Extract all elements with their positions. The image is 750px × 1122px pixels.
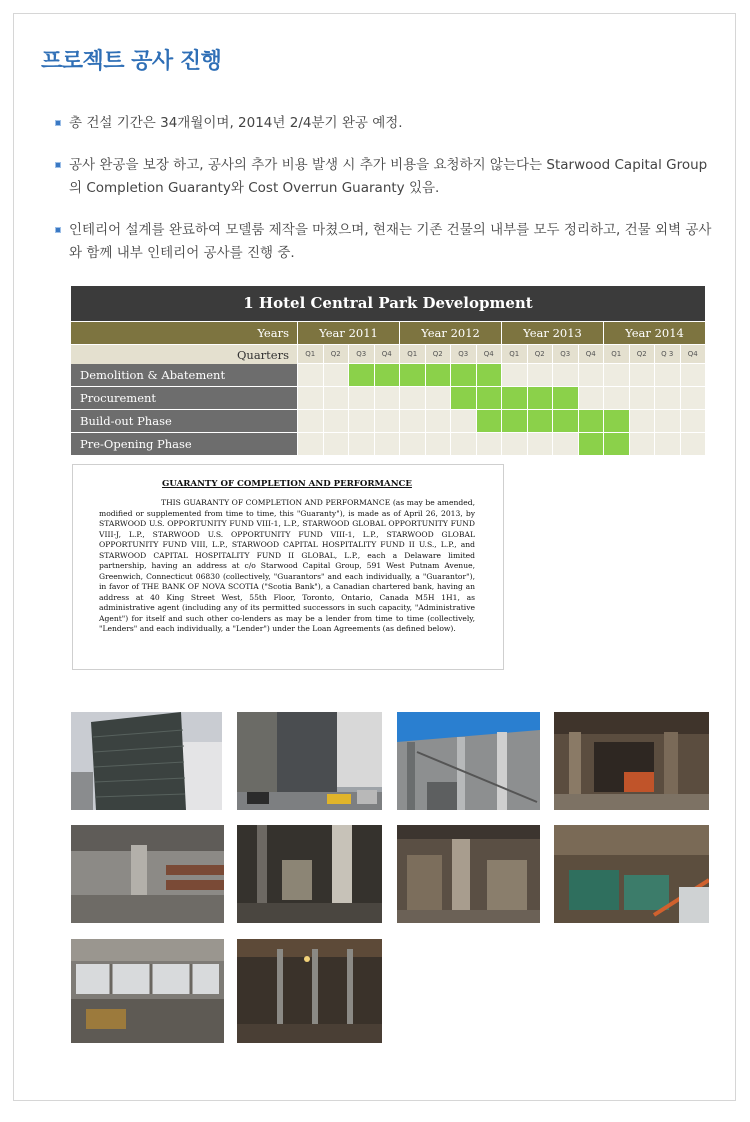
gantt-quarters-row	[71, 344, 705, 363]
open-floor-windows-photo	[71, 939, 224, 1043]
year-header: Year 2011	[297, 322, 399, 344]
gantt-empty-cell	[323, 364, 349, 386]
quarter-header: Q4	[374, 345, 400, 363]
gantt-title: 1 Hotel Central Park Development	[71, 286, 705, 321]
quarter-header: Q3	[348, 345, 374, 363]
bullet-list	[55, 112, 715, 284]
gantt-empty-cell	[654, 387, 680, 409]
quarter-header: Q3	[450, 345, 476, 363]
gantt-empty-cell	[552, 433, 578, 455]
dark-interior-columns-photo	[237, 825, 382, 923]
quarters-label: Quarters	[71, 345, 297, 364]
gantt-active-cell	[501, 387, 527, 409]
gantt-years-row	[71, 321, 705, 344]
gantt-active-cell	[450, 387, 476, 409]
quarter-header: Q2	[629, 345, 655, 363]
bullet-item: 인테리어 설계를 완료하여 모델룸 제작을 마쳤으며, 현재는 기존 건물의 내부를 모두 정리하고, 건물 외벽 공사와 함께 내부 인테리어 공사를 진행 중.	[55, 219, 715, 265]
gantt-active-cell	[476, 387, 502, 409]
guaranty-document-excerpt	[72, 464, 504, 670]
gantt-empty-cell	[603, 387, 629, 409]
gantt-task-row	[71, 432, 705, 455]
gantt-empty-cell	[654, 364, 680, 386]
street-view-construction-photo	[237, 712, 382, 810]
gantt-empty-cell	[501, 364, 527, 386]
task-label: Procurement	[71, 387, 297, 409]
square-bullet-icon	[55, 227, 61, 233]
gantt-empty-cell	[399, 410, 425, 432]
gantt-empty-cell	[323, 410, 349, 432]
gantt-task-row	[71, 363, 705, 386]
gantt-empty-cell	[374, 387, 400, 409]
gantt-empty-cell	[297, 410, 323, 432]
task-label: Demolition & Abatement	[71, 364, 297, 386]
gantt-active-cell	[603, 433, 629, 455]
gantt-active-cell	[552, 387, 578, 409]
gantt-active-cell	[374, 364, 400, 386]
gantt-active-cell	[476, 410, 502, 432]
gantt-active-cell	[552, 410, 578, 432]
gantt-empty-cell	[297, 433, 323, 455]
gantt-active-cell	[527, 387, 553, 409]
gantt-empty-cell	[297, 364, 323, 386]
year-header: Year 2013	[501, 322, 603, 344]
quarter-header: Q2	[527, 345, 553, 363]
task-label: Build-out Phase	[71, 410, 297, 432]
materials-storage-photo	[554, 825, 709, 923]
gantt-empty-cell	[399, 433, 425, 455]
corridor-construction-photo	[397, 825, 540, 923]
year-header: Year 2012	[399, 322, 501, 344]
gantt-empty-cell	[374, 433, 400, 455]
gantt-empty-cell	[552, 364, 578, 386]
gantt-empty-cell	[527, 433, 553, 455]
bullet-item: 공사 완공을 보장 하고, 공사의 추가 비용 발생 시 추가 비용을 요청하지 않는다는 Starwood Capital Group의 Completion Guaranty와 Cost Overrun Guaranty 있음.	[55, 154, 715, 200]
gantt-empty-cell	[374, 410, 400, 432]
gantt-empty-cell	[501, 433, 527, 455]
gantt-empty-cell	[425, 410, 451, 432]
gantt-empty-cell	[680, 410, 706, 432]
gantt-active-cell	[578, 433, 604, 455]
page-title: 프로젝트 공사 진행	[41, 49, 222, 74]
steel-beams-photo	[71, 825, 224, 923]
gantt-empty-cell	[399, 387, 425, 409]
building-exterior-scaffolding-photo	[71, 712, 222, 810]
interior-blue-scaffold-photo	[397, 712, 540, 810]
gantt-active-cell	[425, 364, 451, 386]
gantt-empty-cell	[476, 433, 502, 455]
gantt-empty-cell	[680, 364, 706, 386]
quarter-header: Q1	[501, 345, 527, 363]
gantt-empty-cell	[450, 433, 476, 455]
gantt-active-cell	[450, 364, 476, 386]
gantt-active-cell	[527, 410, 553, 432]
gantt-task-row	[71, 409, 705, 432]
gantt-empty-cell	[629, 364, 655, 386]
gantt-empty-cell	[425, 387, 451, 409]
document-body: THIS GUARANTY OF COMPLETION AND PERFORMANCE (as may be amended, modified or supplemented from time to time, this "Guaranty"), is made as of April 26, 2013, by STARWOOD U.S. OPPORTUNITY FUND VIII-1, L.P., STARWOOD GLOBAL OPPORTUNITY FUND VIII-J, L.P., STARWOOD U.S. OPPORTUNITY FUND VIII-1, L.P., STARWOOD GLOBAL OPPORTUNITY FUND VIII, L.P., STARWOOD CAPITAL HOSPITALITY FUND II U.S., L.P., and STARWOOD CAPITAL HOSPITALITY FUND II GLOBAL, L.P., each a Delaware limited partnership, having an address at c/o Starwood Capital Group, 591 West Putnam Avenue, Greenwich, Connecticut 06830 (collectively, "Guarantors" and each individually, a "Guarantor"), in favor of THE BANK OF NOVA SCOTIA ("Scotia Bank"), a Canadian chartered bank, having an address at 40 King Street West, 55th Floor, Toronto, Ontario, Canada M5H 1H1, as administrative agent (including any of its permitted successors in such capacity, "Administrative Agent") for itself and such other co-lenders as may be a lender from time to time (collectively, "Lenders" and each individually, a "Lender") under the Loan Agreements (as defined below).	[99, 498, 475, 633]
quarter-header: Q1	[399, 345, 425, 363]
gantt-active-cell	[399, 364, 425, 386]
years-label: Years	[71, 322, 297, 344]
square-bullet-icon	[55, 120, 61, 126]
gantt-empty-cell	[629, 387, 655, 409]
quarter-header: Q4	[680, 345, 706, 363]
gantt-chart	[71, 286, 705, 455]
year-header: Year 2014	[603, 322, 705, 344]
gantt-empty-cell	[323, 433, 349, 455]
quarter-header: Q3	[552, 345, 578, 363]
metal-stud-framing-photo	[237, 939, 382, 1043]
gantt-active-cell	[348, 364, 374, 386]
quarter-header: Q2	[425, 345, 451, 363]
gantt-empty-cell	[425, 433, 451, 455]
quarter-header: Q1	[297, 345, 323, 363]
quarter-header: Q4	[578, 345, 604, 363]
gantt-empty-cell	[348, 433, 374, 455]
gantt-empty-cell	[527, 364, 553, 386]
gantt-empty-cell	[450, 410, 476, 432]
gantt-empty-cell	[629, 410, 655, 432]
task-label: Pre-Opening Phase	[71, 433, 297, 455]
quarter-header: Q 3	[654, 345, 680, 363]
gantt-empty-cell	[654, 410, 680, 432]
gantt-empty-cell	[348, 387, 374, 409]
gantt-empty-cell	[297, 387, 323, 409]
gantt-empty-cell	[629, 433, 655, 455]
gantt-empty-cell	[348, 410, 374, 432]
gantt-active-cell	[476, 364, 502, 386]
document-heading: GUARANTY OF COMPLETION AND PERFORMANCE	[162, 479, 412, 489]
quarter-header: Q4	[476, 345, 502, 363]
gantt-active-cell	[501, 410, 527, 432]
gantt-empty-cell	[603, 364, 629, 386]
gantt-task-row	[71, 386, 705, 409]
gantt-active-cell	[603, 410, 629, 432]
gantt-empty-cell	[654, 433, 680, 455]
gantt-empty-cell	[578, 387, 604, 409]
interior-demolition-photo	[554, 712, 709, 810]
gantt-active-cell	[578, 410, 604, 432]
bullet-item: 총 건설 기간은 34개월이며, 2014년 2/4분기 완공 예정.	[55, 112, 715, 135]
quarter-header: Q1	[603, 345, 629, 363]
gantt-empty-cell	[680, 433, 706, 455]
quarter-header: Q2	[323, 345, 349, 363]
gantt-empty-cell	[323, 387, 349, 409]
gantt-empty-cell	[578, 364, 604, 386]
gantt-empty-cell	[680, 387, 706, 409]
square-bullet-icon	[55, 162, 61, 168]
